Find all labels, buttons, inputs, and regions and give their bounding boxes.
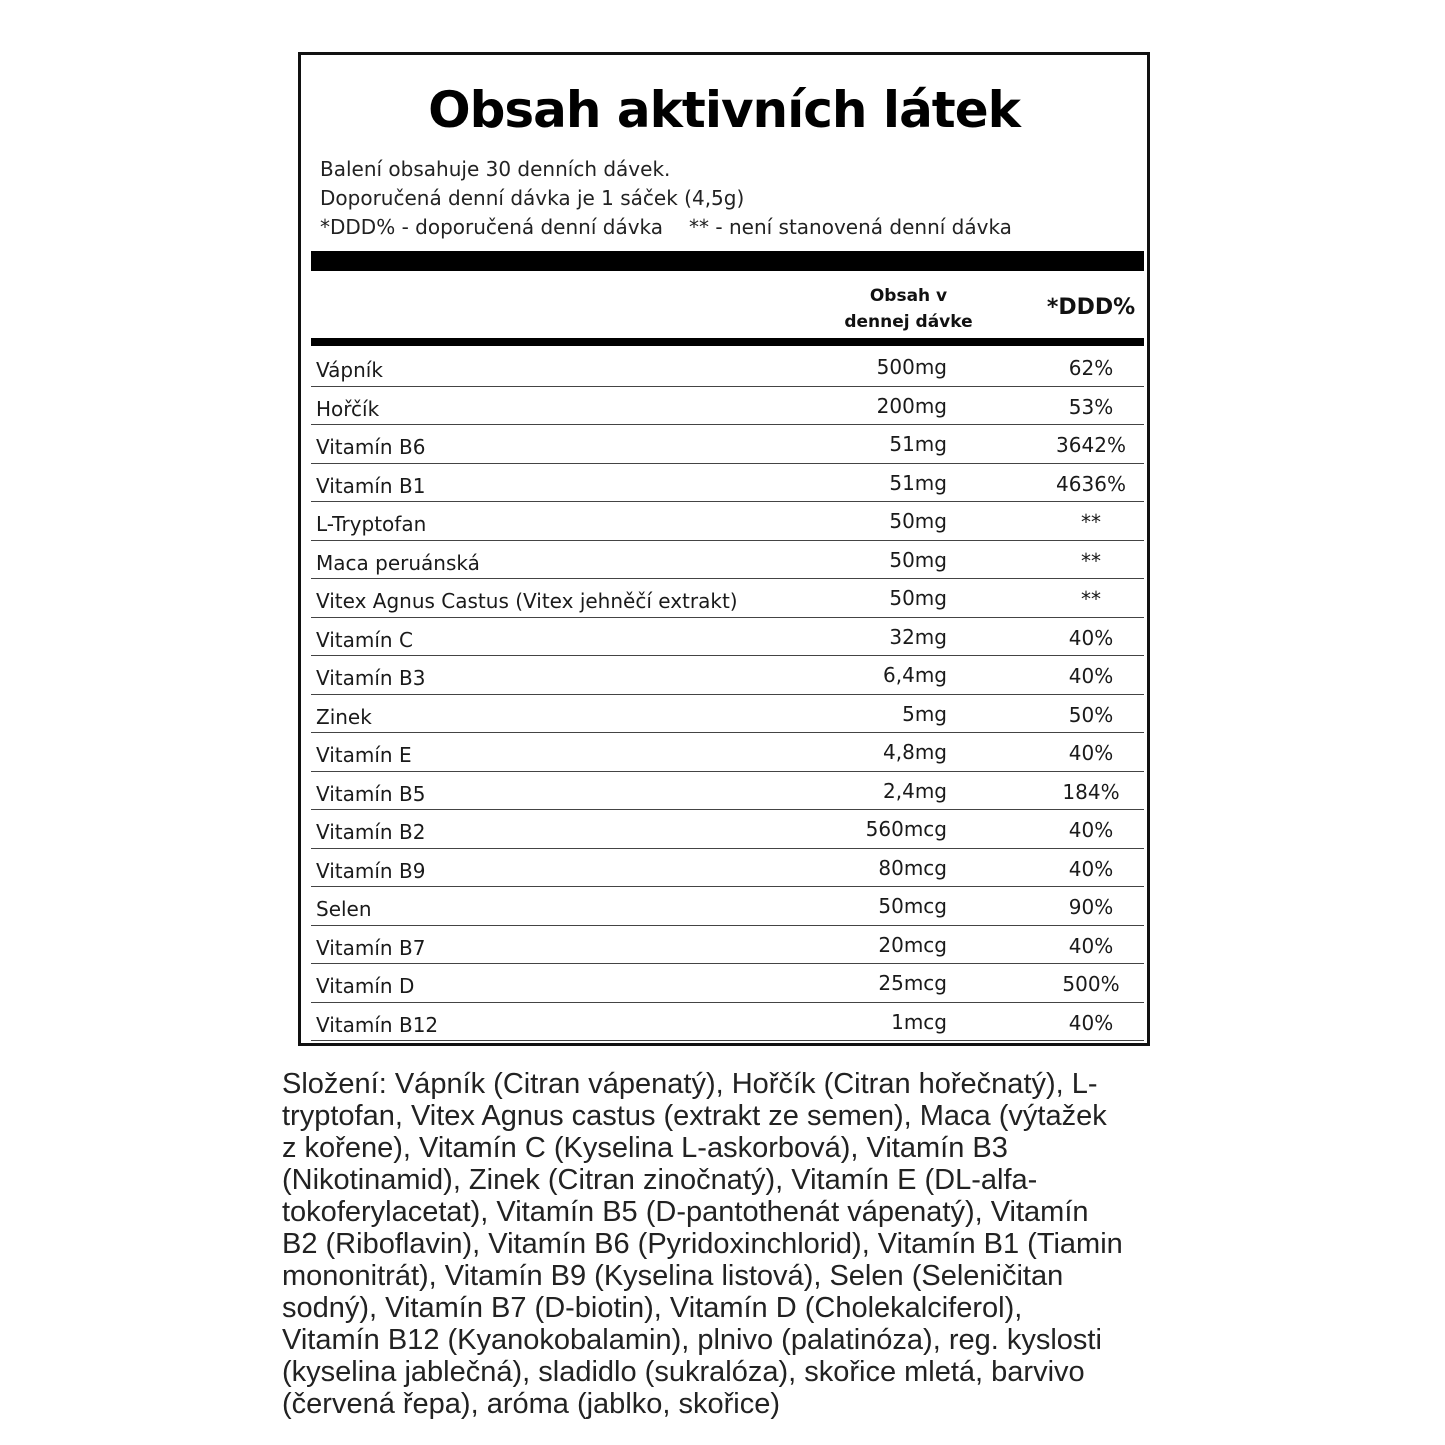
legend-ddd: *DDD% - doporučená denní dávka — [320, 215, 664, 239]
nutrient-name: Vitamín B5 — [316, 781, 426, 806]
nutrient-ddd: 62% — [1068, 356, 1114, 380]
nutrient-amount: 500mg — [876, 355, 947, 379]
composition-line: tryptofan, Vitex Agnus castus (extrakt ze semen), Maca (výtažek — [282, 1100, 1107, 1132]
header-divider-bar — [311, 251, 1144, 271]
nutrient-name: Selen — [316, 897, 372, 921]
nutrient-ddd: 40% — [1068, 664, 1114, 688]
nutrient-amount: 50mcg — [878, 894, 947, 918]
nutrient-amount: 51mg — [889, 432, 947, 456]
table-row — [311, 618, 1144, 657]
composition-line: (kyselina jablečná), sladidlo (sukralóza), skořice mletá, barvivo — [282, 1356, 1085, 1388]
table-row — [311, 926, 1144, 965]
table-row — [311, 733, 1144, 772]
nutrient-ddd: 40% — [1068, 741, 1114, 765]
nutrient-amount: 2,4mg — [883, 778, 947, 803]
column-header-divider — [311, 338, 1144, 346]
table-row — [311, 579, 1144, 618]
nutrient-ddd: ** — [1081, 587, 1101, 611]
nutrient-amount: 50mg — [889, 547, 947, 572]
nutrient-ddd: 500% — [1062, 972, 1120, 996]
table-row — [311, 695, 1144, 734]
table-row — [311, 387, 1144, 426]
nutrient-amount: 50mg — [889, 509, 947, 533]
table-row — [311, 887, 1144, 926]
nutrient-ddd: 40% — [1068, 933, 1114, 958]
nutrient-ddd: 53% — [1068, 394, 1114, 419]
composition-line: Složení: Vápník (Citran vápenatý), Hořčík (Citran hořečnatý), L- — [282, 1068, 1098, 1100]
column-header-amount — [801, 283, 1016, 335]
nutrient-name: Vitamín B1 — [316, 473, 426, 498]
composition-line: (červená řepa), aróma (jablko, skořice) — [282, 1388, 781, 1420]
nutrient-ddd: 90% — [1068, 895, 1114, 919]
nutrient-ddd: 184% — [1062, 779, 1120, 804]
table-row — [311, 541, 1144, 580]
label-title: Obsah aktivních látek — [428, 81, 1020, 139]
nutrient-amount: 4,8mg — [883, 740, 947, 764]
nutrient-amount: 50mg — [889, 586, 947, 610]
nutrient-amount: 1mcg — [891, 1009, 947, 1034]
composition-line: (Nikotinamid), Zinek (Citran zinočnatý), Vitamín E (DL-alfa- — [282, 1164, 1038, 1196]
nutrient-amount: 5mg — [902, 701, 947, 726]
table-row — [311, 964, 1144, 1003]
nutrient-amount: 6,4mg — [883, 663, 947, 687]
composition-line: sodný), Vitamín B7 (D-biotin), Vitamín D (Cholekalciferol), — [282, 1292, 1023, 1324]
info-line-servings: Balení obsahuje 30 denních dávek. — [320, 157, 671, 181]
table-row — [311, 502, 1144, 541]
table-row — [311, 810, 1144, 849]
legend-not-set: ** - není stanovená denní dávka — [689, 215, 1012, 239]
nutrient-name: Zinek — [316, 704, 372, 729]
nutrient-amount: 25mcg — [878, 971, 947, 995]
nutrient-name: Vitamín B12 — [316, 1012, 439, 1037]
nutrient-name: Vitamín B2 — [316, 820, 426, 844]
nutrient-amount: 32mg — [889, 624, 947, 649]
table-row — [311, 425, 1144, 464]
table-row — [311, 1003, 1144, 1042]
info-line-dose: Doporučená denní dávka je 1 sáček (4,5g) — [320, 186, 745, 210]
table-row — [311, 849, 1144, 888]
nutrient-amount: 200mg — [876, 393, 947, 418]
nutrient-name: L-Tryptofan — [316, 512, 427, 536]
nutrient-name: Vitamín B9 — [316, 858, 426, 883]
nutrition-label — [298, 52, 1150, 1046]
nutrient-name: Maca peruánská — [316, 550, 480, 575]
table-row — [311, 464, 1144, 503]
nutrient-ddd: 4636% — [1056, 471, 1126, 496]
nutrient-name: Vápník — [316, 358, 383, 382]
column-header-amount-line2: dennej dávke — [844, 312, 973, 332]
nutrient-table — [311, 348, 1144, 1041]
nutrient-amount: 51mg — [889, 470, 947, 495]
nutrient-ddd: 40% — [1068, 818, 1114, 842]
composition-line: Vitamín B12 (Kyanokobalamin), plnivo (palatinóza), reg. kyslosti — [282, 1324, 1102, 1356]
nutrient-amount: 20mcg — [878, 932, 947, 957]
nutrient-ddd: ** — [1081, 510, 1101, 534]
nutrient-ddd: ** — [1081, 548, 1101, 573]
table-row — [311, 348, 1144, 387]
nutrient-ddd: 40% — [1068, 625, 1114, 650]
nutrient-ddd: 50% — [1068, 702, 1114, 727]
nutrient-name: Vitamín B7 — [316, 935, 426, 960]
nutrient-name: Vitamín D — [316, 974, 415, 998]
label-info — [320, 155, 1012, 242]
nutrient-ddd: 40% — [1068, 1010, 1114, 1035]
composition-line: tokoferylacetat), Vitamín B5 (D-pantothenát vápenatý), Vitamín — [282, 1196, 1089, 1228]
composition-line: mononitrát), Vitamín B9 (Kyselina listová), Selen (Seleničitan — [282, 1260, 1064, 1292]
nutrient-name: Vitamín C — [316, 627, 413, 652]
table-row — [311, 772, 1144, 811]
nutrient-ddd: 3642% — [1056, 433, 1126, 457]
nutrient-amount: 80mcg — [878, 855, 947, 880]
composition-text — [282, 1068, 1232, 1420]
table-row — [311, 656, 1144, 695]
nutrient-ddd: 40% — [1068, 856, 1114, 881]
legend-line — [320, 213, 1012, 242]
nutrient-name: Vitamín B3 — [316, 666, 426, 690]
column-header-ddd: *DDD% — [1046, 295, 1136, 320]
composition-line: z kořene), Vitamín C (Kyselina L-askorbová), Vitamín B3 — [282, 1132, 1008, 1164]
nutrient-name: Vitamín B6 — [316, 435, 426, 459]
nutrient-name: Vitex Agnus Castus (Vitex jehněčí extrakt) — [316, 589, 738, 613]
column-header-amount-line1: Obsah v — [869, 286, 948, 306]
nutrient-amount: 560mcg — [865, 817, 947, 841]
nutrient-name: Vitamín E — [316, 743, 412, 767]
composition-line: B2 (Riboflavin), Vitamín B6 (Pyridoxinchlorid), Vitamín B1 (Tiamin — [282, 1228, 1123, 1260]
nutrient-name: Hořčík — [316, 396, 380, 421]
